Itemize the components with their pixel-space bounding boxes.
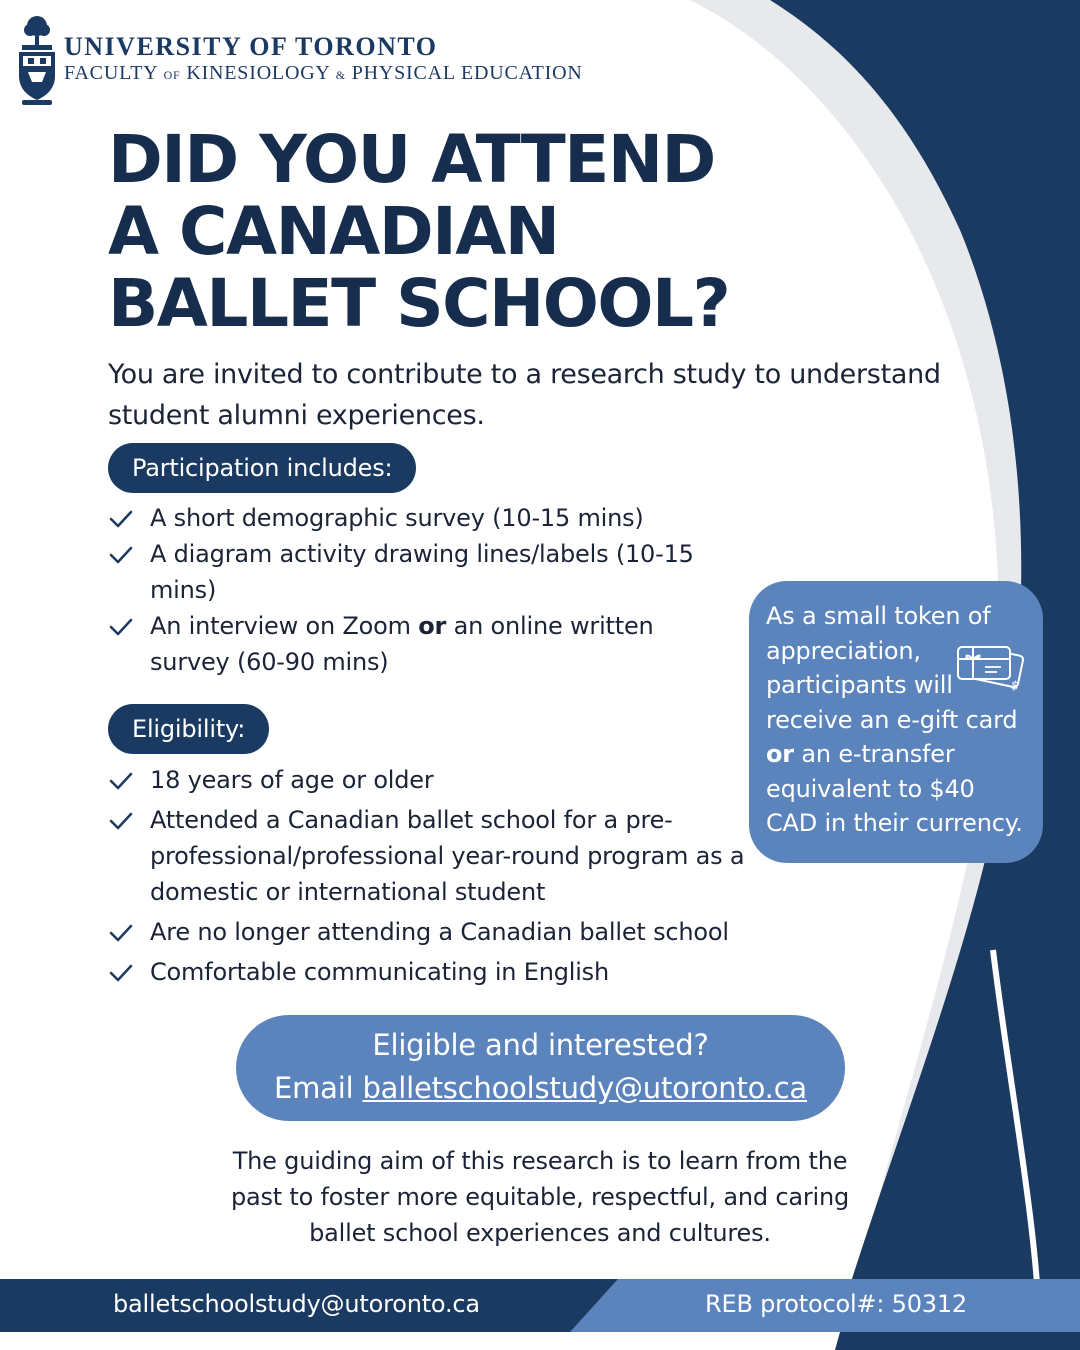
faculty-part2: KINESIOLOGY <box>186 62 330 84</box>
list-item <box>108 914 748 950</box>
interview-text-after: an online written survey (60-90 mins) <box>150 612 654 676</box>
eligibility-list <box>108 762 748 994</box>
list-item <box>108 500 708 536</box>
list-item <box>108 762 748 798</box>
cta-email-link[interactable]: balletschoolstudy@utoronto.ca <box>362 1071 808 1105</box>
cta-line-1: Eligible and interested? <box>372 1028 709 1062</box>
intro-text: You are invited to contribute to a research study to understand student alumni experiences. <box>108 359 941 431</box>
research-aim-text: The guiding aim of this research is to learn from the past to foster more equitable, respectful, and caring ballet school experiences and cultures. <box>230 1147 850 1247</box>
list-item <box>108 536 708 608</box>
cta-box <box>236 1015 845 1121</box>
list-item <box>108 802 748 910</box>
token-text-before: As a small token of appreciation, participants will receive an e-gift card <box>766 602 1018 734</box>
participation-list <box>108 500 708 680</box>
list-item-text: Attended a Canadian ballet school for a pre-professional/professional year-round program as a domestic or international student <box>150 806 745 906</box>
interview-text-bold: or <box>418 612 447 640</box>
list-item-text: Are no longer attending a Canadian ballet school <box>150 918 729 946</box>
header <box>16 14 583 106</box>
eligibility-label: Eligibility: <box>108 704 269 754</box>
headline-line-2: A CANADIAN <box>108 193 559 270</box>
checkmark-icon <box>108 962 134 984</box>
headline-line-3: BALLET SCHOOL? <box>108 265 730 342</box>
gift-card-icon <box>955 641 1025 693</box>
checkmark-icon <box>108 770 134 792</box>
footer-reb-protocol: REB protocol#: 50312 <box>705 1290 968 1318</box>
interview-text-before: An interview on Zoom <box>150 612 419 640</box>
cta-line-2 <box>236 1067 845 1110</box>
checkmark-icon <box>108 508 134 530</box>
cta-email-prefix: Email <box>273 1071 363 1105</box>
faculty-name <box>64 61 583 87</box>
svg-text:$: $ <box>1009 677 1020 693</box>
checkmark-icon <box>108 810 134 832</box>
token-text-after: an e-transfer equivalent to $40 CAD in their currency. <box>766 740 1023 837</box>
list-item <box>108 954 748 990</box>
header-text <box>64 33 583 87</box>
list-item-text: A short demographic survey (10-15 mins) <box>150 504 644 532</box>
headline-line-1: DID YOU ATTEND <box>108 121 715 198</box>
checkmark-icon <box>108 616 134 638</box>
list-item-text: 18 years of age or older <box>150 766 434 794</box>
token-text-bold: or <box>766 740 794 768</box>
list-item-text: A diagram activity drawing lines/labels (10-15 mins) <box>150 540 694 604</box>
list-item-text: Comfortable communicating in English <box>150 958 609 986</box>
participation-label: Participation includes: <box>108 443 416 493</box>
checkmark-icon <box>108 922 134 944</box>
faculty-of: OF <box>163 68 181 82</box>
checkmark-icon <box>108 544 134 566</box>
university-name: UNIVERSITY OF TORONTO <box>64 32 438 61</box>
list-item <box>108 608 708 680</box>
faculty-part3: PHYSICAL EDUCATION <box>351 62 583 84</box>
university-crest-icon <box>16 14 58 106</box>
faculty-part1: FACULTY <box>64 62 158 84</box>
footer-email[interactable]: balletschoolstudy@utoronto.ca <box>113 1290 480 1318</box>
headline <box>108 121 788 342</box>
appreciation-box <box>749 581 1043 863</box>
faculty-amp: & <box>335 68 346 82</box>
